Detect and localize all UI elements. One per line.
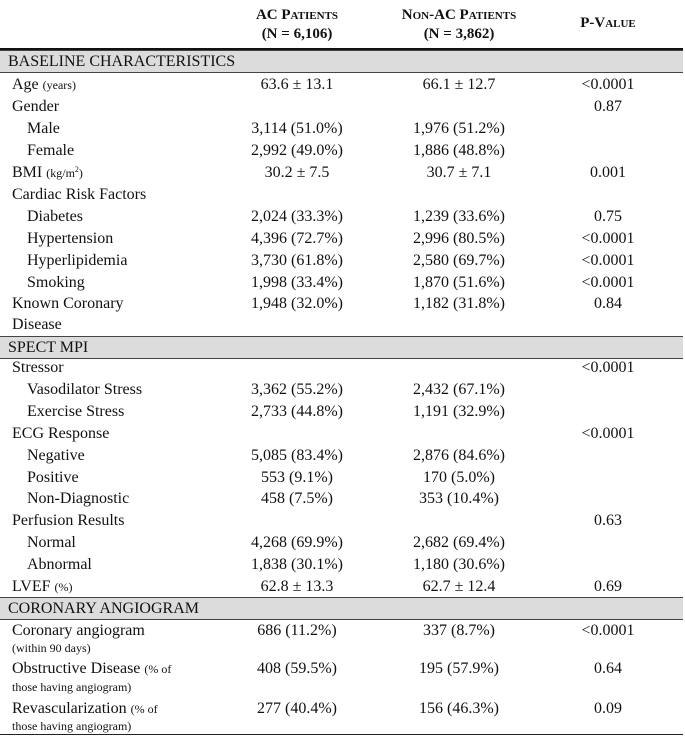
- table-row: [0, 554, 683, 576]
- p-value: 0.09: [594, 700, 622, 717]
- nonac-value: 170 (5.0%): [423, 469, 495, 486]
- table-row: [0, 272, 683, 294]
- ac-value: 2,733 (44.8%): [251, 403, 343, 420]
- row-label: Non-Diagnostic: [27, 490, 130, 507]
- table-row: [0, 698, 683, 720]
- p-value: 0.001: [590, 164, 626, 181]
- p-value: <0.0001: [581, 252, 635, 269]
- row-label: Female: [27, 142, 75, 159]
- label-unit: [46, 166, 83, 180]
- row-label: Stressor: [12, 359, 64, 376]
- bottom-rule: [0, 734, 683, 735]
- table-row: [0, 658, 683, 680]
- table-row: [0, 228, 683, 250]
- row-label: [12, 698, 158, 721]
- ac-value: 30.2 ± 7.5: [264, 164, 330, 181]
- row-label: [12, 74, 76, 97]
- nonac-value: 2,996 (80.5%): [413, 230, 505, 247]
- table-row: [0, 293, 683, 315]
- table-row: [0, 510, 683, 532]
- p-value: 0.87: [594, 98, 622, 115]
- ac-value: 408 (59.5%): [257, 660, 337, 677]
- unit-text: (kg/m: [46, 166, 75, 180]
- row-note: (within 90 days): [12, 641, 91, 655]
- label-text: Obstructive Disease: [12, 660, 141, 677]
- ac-value: 1,838 (30.1%): [251, 556, 343, 573]
- nonac-value: 1,976 (51.2%): [413, 120, 505, 137]
- ac-value: 3,114 (51.0%): [251, 120, 343, 137]
- row-label: Hyperlipidemia: [27, 252, 128, 269]
- nonac-value: 2,432 (67.1%): [413, 381, 505, 398]
- row-label-continued: Disease: [12, 316, 62, 333]
- table-row: [0, 423, 683, 445]
- nonac-header-n: (N = 3,862): [423, 26, 495, 42]
- ac-value: 2,024 (33.3%): [251, 208, 343, 225]
- row-label: Cardiac Risk Factors: [12, 186, 147, 203]
- label-text: Age: [12, 76, 39, 93]
- p-value: <0.0001: [581, 425, 635, 442]
- table-row: [0, 206, 683, 228]
- row-label: Coronary angiogram: [12, 622, 145, 639]
- ac-value: 458 (7.5%): [261, 490, 333, 507]
- ac-value: 4,268 (69.9%): [251, 534, 343, 551]
- row-label: [12, 162, 83, 185]
- row-label: Abnormal: [27, 556, 92, 573]
- row-label: Known Coronary: [12, 295, 124, 312]
- p-value: <0.0001: [581, 274, 635, 291]
- p-value: <0.0001: [581, 76, 635, 93]
- p-value: 0.64: [594, 660, 622, 677]
- row-label: Positive: [27, 469, 79, 486]
- row-label: Male: [27, 120, 60, 137]
- table-row: [0, 620, 683, 642]
- p-value: <0.0001: [581, 622, 635, 639]
- ac-value: 4,396 (72.7%): [251, 230, 343, 247]
- table-row: [0, 184, 683, 206]
- unit-close: ): [78, 166, 83, 180]
- section-baseline: [0, 50, 683, 73]
- table-row: [0, 401, 683, 423]
- ac-header: [222, 6, 372, 44]
- row-label: Diabetes: [27, 208, 83, 225]
- label-unit: (years): [42, 78, 76, 92]
- table-row: [0, 96, 683, 118]
- nonac-value: 337 (8.7%): [423, 622, 495, 639]
- p-value: <0.0001: [581, 359, 635, 376]
- table-row: [0, 445, 683, 467]
- nonac-value: 1,191 (32.9%): [413, 403, 505, 420]
- row-label: [12, 576, 73, 599]
- unit-superscript: 2: [74, 165, 79, 174]
- label-unit: (% of: [130, 702, 158, 716]
- table-header: [0, 0, 683, 50]
- section-title: SPECT MPI: [8, 339, 89, 356]
- table-row-continued: [0, 314, 683, 336]
- nonac-value: 1,886 (48.8%): [413, 142, 505, 159]
- p-value: <0.0001: [581, 230, 635, 247]
- p-value: 0.69: [594, 578, 622, 595]
- ac-value: 277 (40.4%): [257, 700, 337, 717]
- ac-value: 686 (11.2%): [257, 622, 337, 639]
- table-row: [0, 467, 683, 489]
- nonac-header: [372, 6, 546, 44]
- row-label: Exercise Stress: [27, 403, 125, 420]
- label-text: Revascularization: [12, 700, 127, 717]
- nonac-header-title: Non-AC Patients: [401, 7, 517, 23]
- table-row: [0, 488, 683, 510]
- ac-value: 1,948 (32.0%): [251, 295, 343, 312]
- table-row: [0, 379, 683, 401]
- row-label: Vasodilator Stress: [27, 381, 143, 398]
- nonac-value: 66.1 ± 12.7: [422, 76, 496, 93]
- table-row: [0, 576, 683, 598]
- ac-value: 553 (9.1%): [261, 469, 333, 486]
- ac-header-title: AC Patients: [255, 7, 339, 23]
- nonac-value: 2,682 (69.4%): [413, 534, 505, 551]
- pvalue-header-title: P-Value: [580, 15, 636, 31]
- nonac-value: 1,239 (33.6%): [413, 208, 505, 225]
- nonac-value: 62.7 ± 12.4: [422, 578, 496, 595]
- row-label: Gender: [12, 98, 60, 115]
- ac-value: 1,998 (33.4%): [251, 274, 343, 291]
- row-label: Smoking: [27, 274, 85, 291]
- label-unit: (% of: [144, 662, 172, 676]
- ac-value: 5,085 (83.4%): [251, 447, 343, 464]
- section-angiogram: [0, 597, 683, 620]
- p-value: 0.84: [594, 295, 622, 312]
- nonac-value: 1,870 (51.6%): [413, 274, 505, 291]
- table-row: [0, 357, 683, 379]
- ac-value: 3,730 (61.8%): [251, 252, 343, 269]
- label-unit: (%): [54, 580, 73, 594]
- nonac-value: 353 (10.4%): [419, 490, 499, 507]
- nonac-value: 2,580 (69.7%): [413, 252, 505, 269]
- row-label: ECG Response: [12, 425, 110, 442]
- row-label: [12, 658, 171, 681]
- ac-value: 63.6 ± 13.1: [260, 76, 334, 93]
- nonac-value: 1,182 (31.8%): [413, 295, 505, 312]
- row-note: those having angiogram): [12, 719, 132, 733]
- ac-value: 3,362 (55.2%): [251, 381, 343, 398]
- nonac-value: 156 (46.3%): [419, 700, 499, 717]
- section-title: CORONARY ANGIOGRAM: [8, 600, 199, 617]
- row-label: Perfusion Results: [12, 512, 125, 529]
- row-label: Negative: [27, 447, 85, 464]
- ac-value: 62.8 ± 13.3: [260, 578, 334, 595]
- pvalue-header: [552, 14, 664, 33]
- label-text: LVEF: [12, 578, 51, 595]
- nonac-value: 1,180 (30.6%): [413, 556, 505, 573]
- table-row: [0, 162, 683, 184]
- row-label: Normal: [27, 534, 76, 551]
- table-row: [0, 74, 683, 96]
- table-row: [0, 140, 683, 162]
- section-spect: [0, 336, 683, 359]
- table-row: [0, 250, 683, 272]
- nonac-value: 2,876 (84.6%): [413, 447, 505, 464]
- nonac-value: 30.7 ± 7.1: [426, 164, 492, 181]
- nonac-value: 195 (57.9%): [419, 660, 499, 677]
- section-title: BASELINE CHARACTERISTICS: [8, 53, 236, 70]
- ac-header-n: (N = 6,106): [261, 26, 333, 42]
- row-note: those having angiogram): [12, 680, 132, 694]
- ac-value: 2,992 (49.0%): [251, 142, 343, 159]
- table-row: [0, 532, 683, 554]
- table-row: [0, 118, 683, 140]
- label-text: BMI: [12, 164, 43, 181]
- p-value: 0.63: [594, 512, 622, 529]
- row-label: Hypertension: [27, 230, 114, 247]
- p-value: 0.75: [594, 208, 622, 225]
